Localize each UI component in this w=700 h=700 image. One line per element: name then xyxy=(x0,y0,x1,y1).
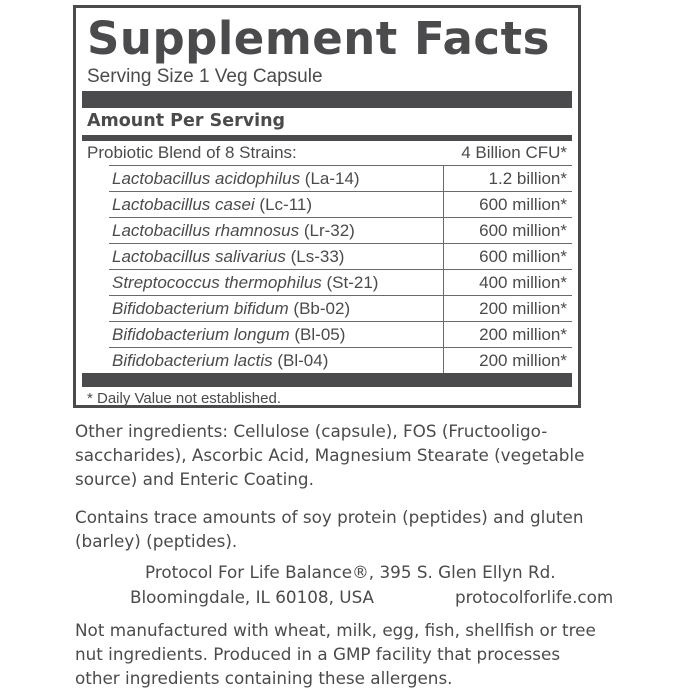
strain-code: (Ls-33) xyxy=(285,247,345,266)
strain-name xyxy=(112,322,345,348)
strain-row xyxy=(109,165,572,191)
strain-row xyxy=(109,217,572,243)
column-divider xyxy=(443,270,444,295)
strain-code: (Bb-02) xyxy=(288,299,351,318)
column-divider xyxy=(443,322,444,347)
column-divider xyxy=(443,166,444,191)
allergen-trace-statement xyxy=(75,505,700,553)
strain-code: (Bl-04) xyxy=(272,351,329,370)
strain-amount: 200 million* xyxy=(479,325,567,344)
strain-name xyxy=(112,296,350,322)
strain-amount: 200 million* xyxy=(479,299,567,318)
column-divider xyxy=(443,244,444,269)
strain-code: (Lc-11) xyxy=(254,195,313,214)
strain-row xyxy=(109,269,572,295)
strain-name xyxy=(112,244,344,270)
column-divider xyxy=(443,296,444,321)
allergen-statement-line: other ingredients containing these allergens. xyxy=(75,668,453,688)
blend-row xyxy=(87,141,572,165)
strain-species: Streptococcus thermophilus xyxy=(112,273,322,292)
manufacturer-website: protocolforlife.com xyxy=(455,587,614,607)
strain-amount: 1.2 billion* xyxy=(488,169,567,188)
strain-species: Bifidobacterium lactis xyxy=(112,351,273,370)
strain-species: Lactobacillus rhamnosus xyxy=(112,221,300,240)
strain-name xyxy=(112,270,378,296)
strain-species: Lactobacillus casei xyxy=(112,195,255,214)
strain-name xyxy=(112,218,355,244)
strain-name xyxy=(112,166,360,192)
strain-name xyxy=(112,192,312,218)
strain-code: (St-21) xyxy=(321,273,379,292)
strain-code: (Lr-32) xyxy=(299,221,355,240)
strain-amount: 600 million* xyxy=(479,221,567,240)
serving-size: Serving Size 1 Veg Capsule xyxy=(87,66,323,87)
strain-row xyxy=(109,243,572,269)
strain-row xyxy=(109,347,572,373)
supplement-facts-panel xyxy=(73,5,581,408)
strain-amount: 600 million* xyxy=(479,247,567,266)
strain-row xyxy=(109,191,572,217)
daily-value-footnote: * Daily Value not established. xyxy=(87,390,282,407)
strain-amount: 600 million* xyxy=(479,195,567,214)
strain-amount: 400 million* xyxy=(479,273,567,292)
strain-species: Bifidobacterium bifidum xyxy=(112,299,289,318)
strain-name xyxy=(112,348,328,374)
strain-amount: 200 million* xyxy=(479,351,567,370)
strain-code: (Bl-05) xyxy=(289,325,346,344)
amount-per-serving-header: Amount Per Serving xyxy=(87,111,286,131)
column-divider xyxy=(443,348,444,373)
blend-amount: 4 Billion CFU* xyxy=(461,143,567,162)
manufacturer-line: Protocol For Life Balance®, 395 S. Glen Ellyn Rd. xyxy=(145,562,556,582)
strain-row xyxy=(109,321,572,347)
bottom-divider-bar xyxy=(82,373,572,387)
column-divider xyxy=(443,218,444,243)
strain-species: Lactobacillus acidophilus xyxy=(112,169,301,188)
other-ingredients-line: Other ingredients: Cellulose (capsule), FOS (Fructooligo- xyxy=(75,421,548,441)
allergen-trace-line: (barley) (peptides). xyxy=(75,531,238,551)
thick-divider-bar xyxy=(82,91,572,108)
facts-title: Supplement Facts xyxy=(87,12,550,65)
other-ingredients-line: saccharides), Ascorbic Acid, Magnesium Stearate (vegetable xyxy=(75,445,585,465)
other-ingredients-line: source) and Enteric Coating. xyxy=(75,469,314,489)
strain-row xyxy=(109,295,572,321)
allergen-statement-line: Not manufactured with wheat, milk, egg, fish, shellfish or tree xyxy=(75,620,596,640)
strain-code: (La-14) xyxy=(300,169,360,188)
column-divider xyxy=(443,192,444,217)
allergen-statement-line: nut ingredients. Produced in a GMP facility that processes xyxy=(75,644,561,664)
manufacturer-city: Bloomingdale, IL 60108, USA xyxy=(130,587,375,607)
strain-species: Lactobacillus salivarius xyxy=(112,247,286,266)
allergen-trace-line: Contains trace amounts of soy protein (peptides) and gluten xyxy=(75,507,584,527)
blend-name: Probiotic Blend of 8 Strains: xyxy=(87,143,297,162)
allergen-statement xyxy=(75,618,700,690)
strain-species: Bifidobacterium longum xyxy=(112,325,290,344)
other-ingredients xyxy=(75,419,700,491)
